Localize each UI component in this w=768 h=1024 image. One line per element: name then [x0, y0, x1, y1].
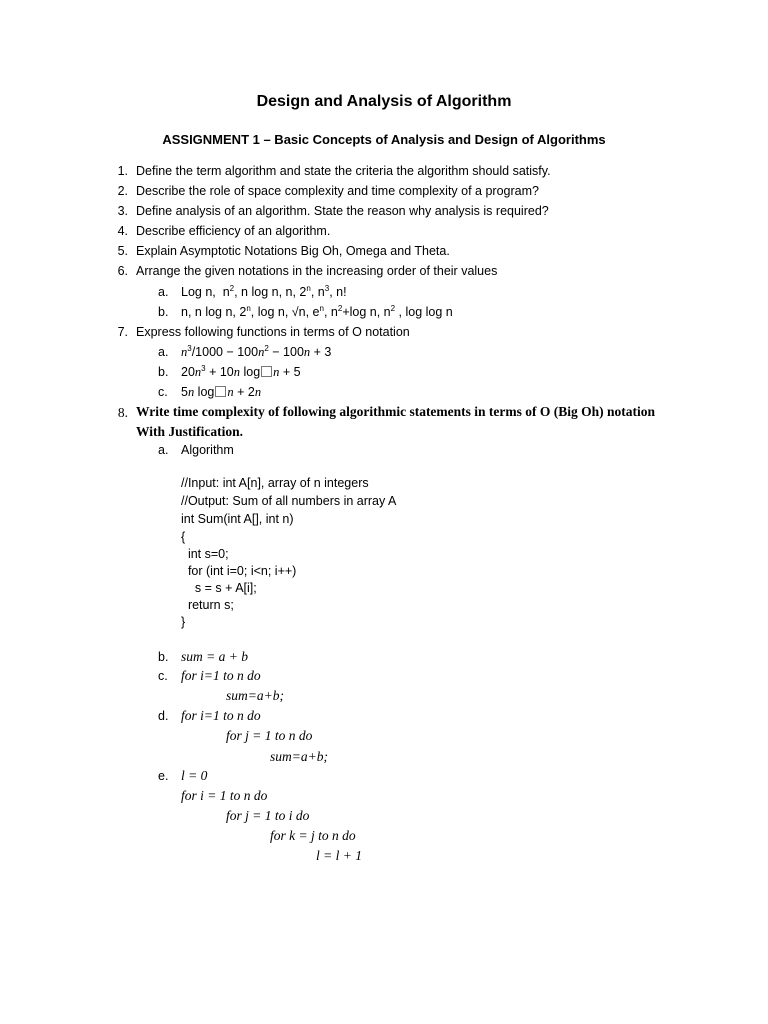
q6-a-label: a. [158, 285, 169, 299]
code-line: int s=0; [181, 547, 229, 561]
q8-b-statement: sum = a + b [181, 649, 248, 664]
q8-e-line-2: for i = 1 to n do [181, 788, 268, 803]
question-number: 2. [117, 184, 128, 198]
question-number: 6. [117, 264, 128, 278]
q8-c-line-2: sum=a+b; [226, 688, 284, 703]
q8-d-label: d. [158, 709, 169, 723]
question-text-continued: With Justification. [136, 424, 244, 439]
code-line: for (int i=0; i<n; i++) [181, 564, 297, 578]
question-number: 3. [117, 204, 128, 218]
q8-a-label: a. [158, 443, 169, 457]
question-text: Describe the role of space complexity and time complexity of a program? [136, 184, 539, 198]
q7-b-expression: $20n^3 + 10n$ log n + 5 [181, 363, 301, 379]
q8-a-text: Algorithm [181, 443, 234, 457]
question-text: Arrange the given notations in the increasing order of their values [136, 264, 498, 278]
code-line: return s; [181, 598, 234, 612]
q6-b-expression: n, n log n, 2$^n$, log n, √n, $e^n$, $n^2+\log$ n, $n^2$ , log log n [181, 303, 453, 319]
q7-a-expression: $n^3/1000 - 100n^2 - 100n + 3$ [181, 343, 332, 359]
question-text: Define analysis of an algorithm. State the reason why analysis is required? [136, 204, 549, 218]
question-number: 1. [117, 164, 128, 178]
question-text: Write time complexity of following algorithmic statements in terms of O (Big Oh) notation [136, 404, 656, 419]
question-number: 7. [117, 325, 128, 339]
code-line: s = s + A[i]; [181, 581, 257, 595]
q8-d-line-3: sum=a+b; [270, 749, 328, 764]
q8-d-line-2: for j = 1 to n do [226, 728, 313, 743]
document-title: Design and Analysis of Algorithm [256, 93, 512, 110]
q8-d-line-1: for i=1 to n do [181, 708, 261, 723]
code-line: //Output: Sum of all numbers in array A [181, 494, 397, 508]
question-text: Define the term algorithm and state the criteria the algorithm should satisfy. [136, 164, 551, 178]
q8-b-label: b. [158, 650, 169, 664]
question-number: 4. [117, 224, 128, 238]
q6-a-expression: Log n, $n^2$, n log n, n, 2$^n$, $n^3$, n! [181, 283, 347, 299]
q8-e-line-3: for j = 1 to i do [226, 808, 310, 823]
code-line: //Input: int A[n], array of n integers [181, 476, 369, 490]
question-number: 5. [117, 244, 128, 258]
assignment-subtitle: ASSIGNMENT 1 – Basic Concepts of Analysis and Design of Algorithms [162, 132, 606, 147]
code-line: { [181, 530, 186, 544]
q6-b-label: b. [158, 305, 169, 319]
q8-e-line-1: l = 0 [181, 768, 208, 783]
q8-e-line-5: l = l + 1 [316, 848, 362, 863]
question-text: Explain Asymptotic Notations Big Oh, Omega and Theta. [136, 244, 450, 258]
q8-e-label: e. [158, 769, 169, 783]
q8-c-label: c. [158, 669, 168, 683]
q7-c-label: c. [158, 385, 168, 399]
question-text: Express following functions in terms of O notation [136, 325, 410, 339]
q7-c-expression: 5n log n + 2n [181, 385, 262, 399]
q7-a-label: a. [158, 345, 169, 359]
q8-c-line-1: for i=1 to n do [181, 668, 261, 683]
code-line: int Sum(int A[], int n) [181, 512, 294, 526]
question-text: Describe efficiency of an algorithm. [136, 224, 331, 238]
question-number: 8. [117, 405, 128, 420]
q8-e-line-4: for k = j to n do [270, 828, 356, 843]
code-line: } [181, 615, 186, 629]
q7-b-label: b. [158, 365, 169, 379]
